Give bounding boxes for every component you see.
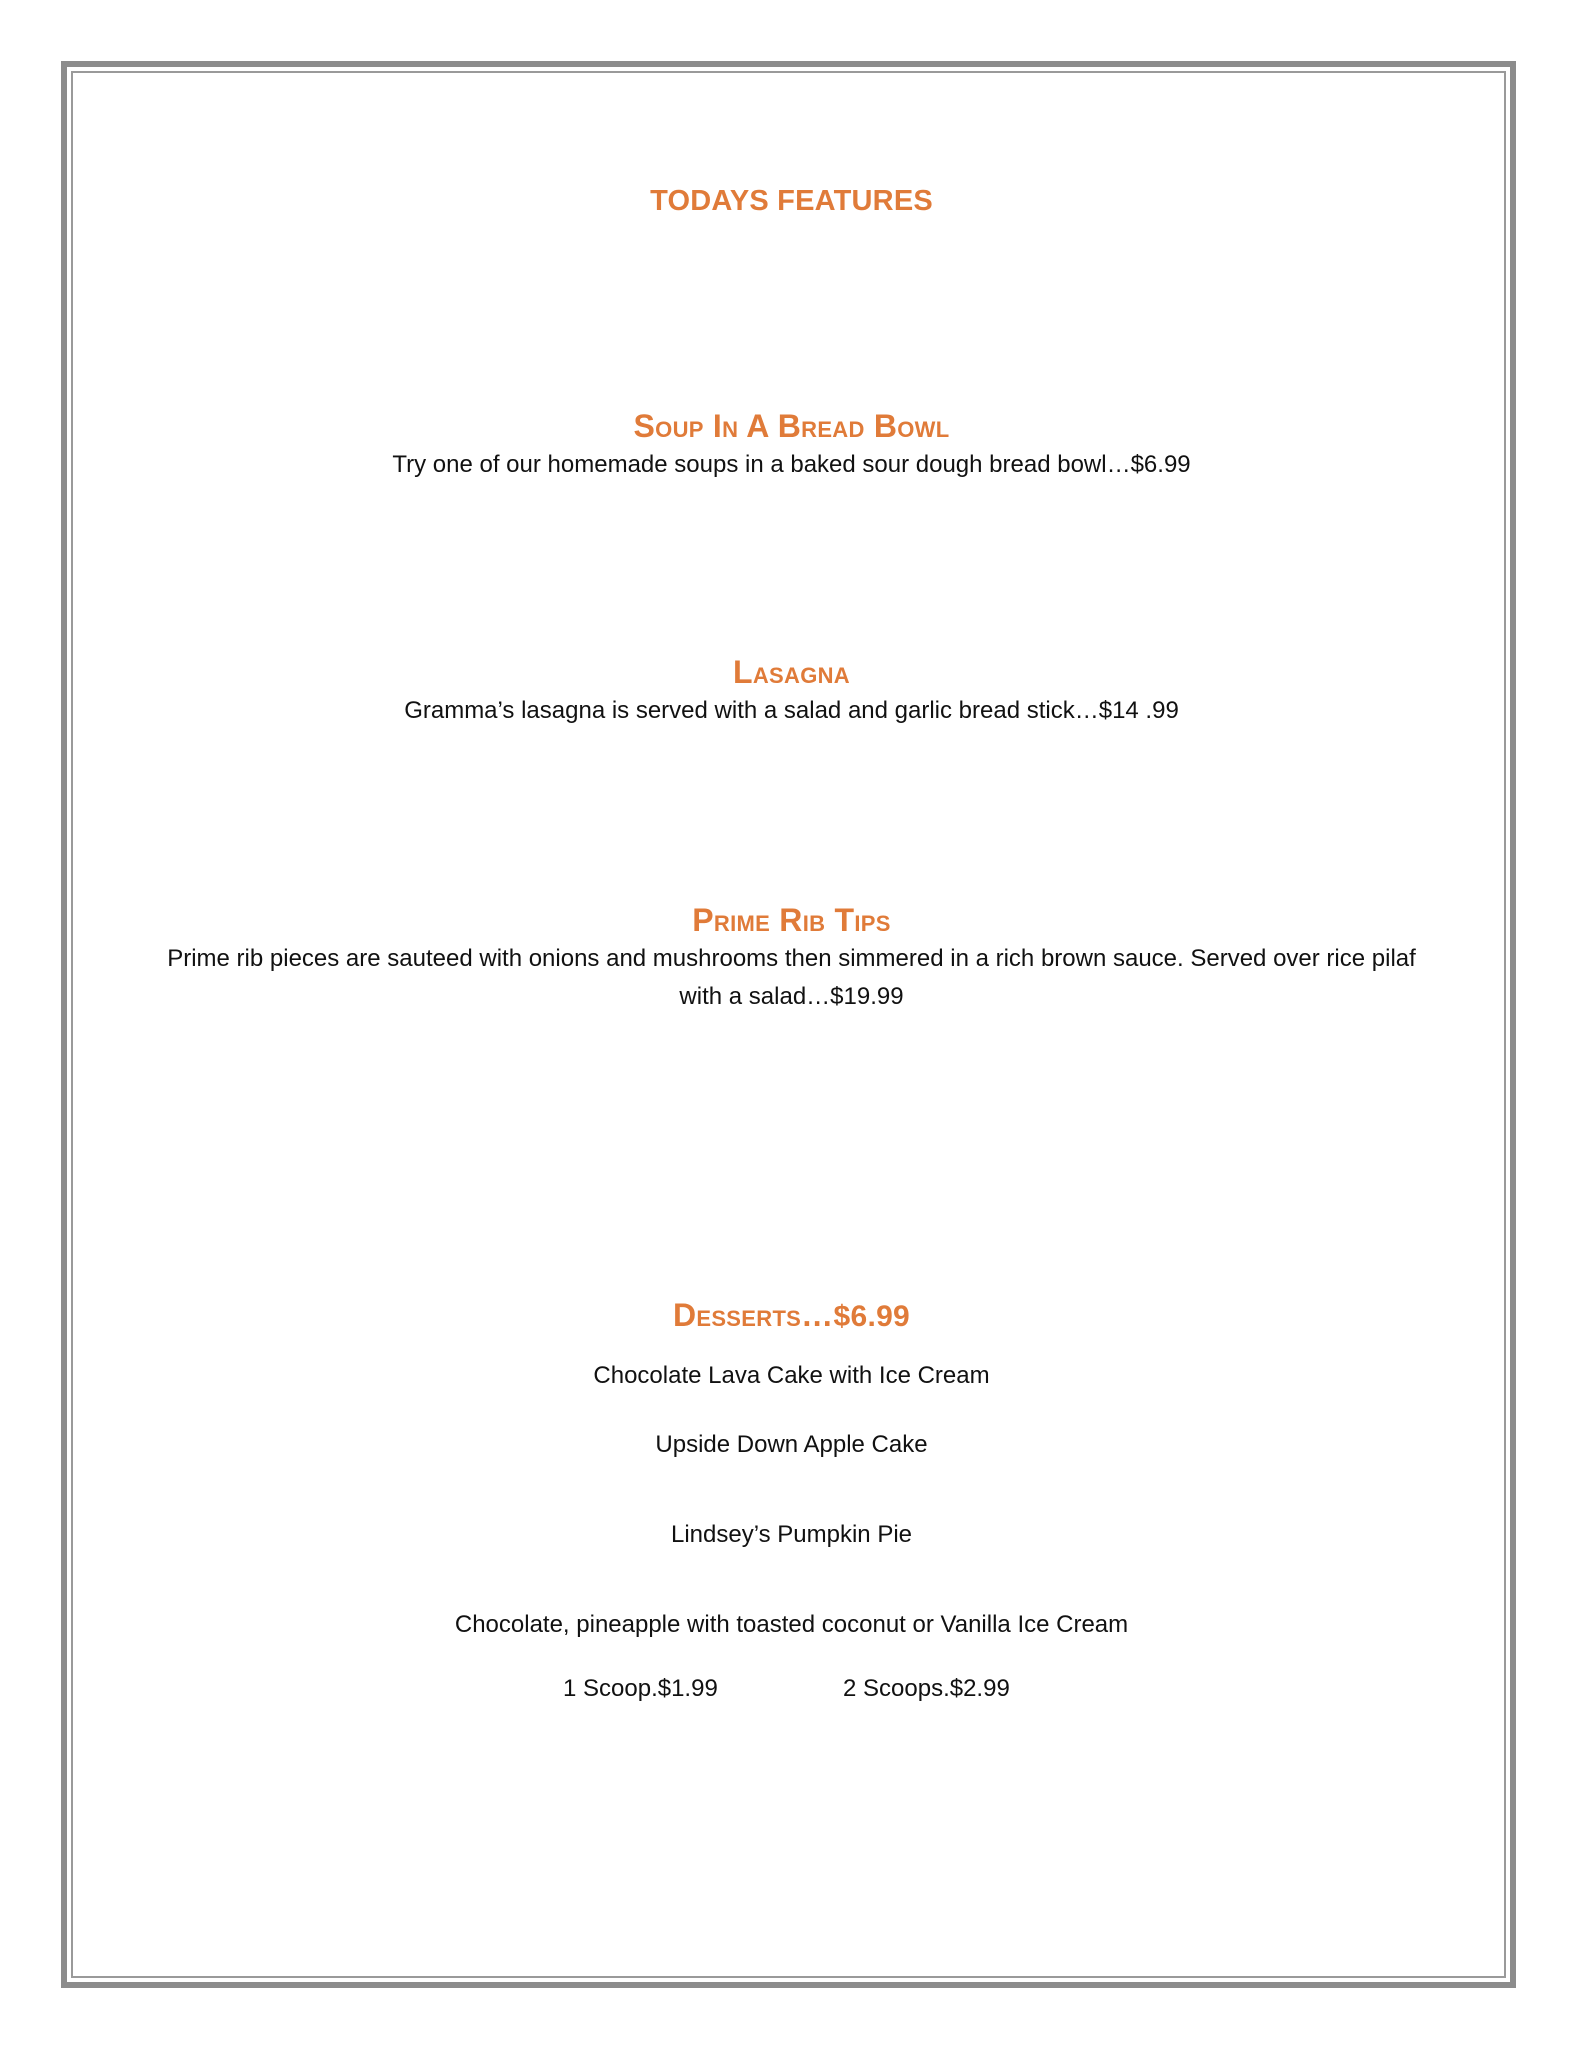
dessert-item: Lindsey’s Pumpkin Pie [670, 1521, 913, 1548]
item-description-prime-rib: Prime rib pieces are sauteed with onions and mushrooms then simmered in a rich brown sauce. Served over rice pilaf with a salad…$19.99 [167, 945, 1416, 1010]
dessert-item: Chocolate Lava Cake with Ice Cream [593, 1362, 990, 1389]
dessert-item: Chocolate, pineapple with toasted coconut or Vanilla Ice Cream [454, 1611, 1129, 1638]
scoop-price-one: 1 Scoop.$1.99 [563, 1675, 718, 1702]
item-heading-prime-rib: Prime Rib Tips [692, 902, 891, 938]
desserts-heading-label: Desserts… [672, 1297, 834, 1333]
scoop-price-two: 2 Scoops.$2.99 [843, 1675, 1010, 1702]
item-heading-lasagna: Lasagna [733, 654, 850, 690]
page-title: TODAYS FEATURES [650, 185, 933, 217]
desserts-heading [0, 1297, 1583, 1334]
item-description-soup: Try one of our homemade soups in a baked sour dough bread bowl…$6.99 [392, 451, 1191, 478]
dessert-item: Upside Down Apple Cake [655, 1431, 928, 1458]
desserts-price: $6.99 [833, 1300, 911, 1333]
page-border-inner [71, 71, 1506, 1978]
item-description-lasagna: Gramma’s lasagna is served with a salad and garlic bread stick…$14 .99 [404, 697, 1179, 724]
item-heading-soup: Soup In A Bread Bowl [633, 408, 950, 444]
